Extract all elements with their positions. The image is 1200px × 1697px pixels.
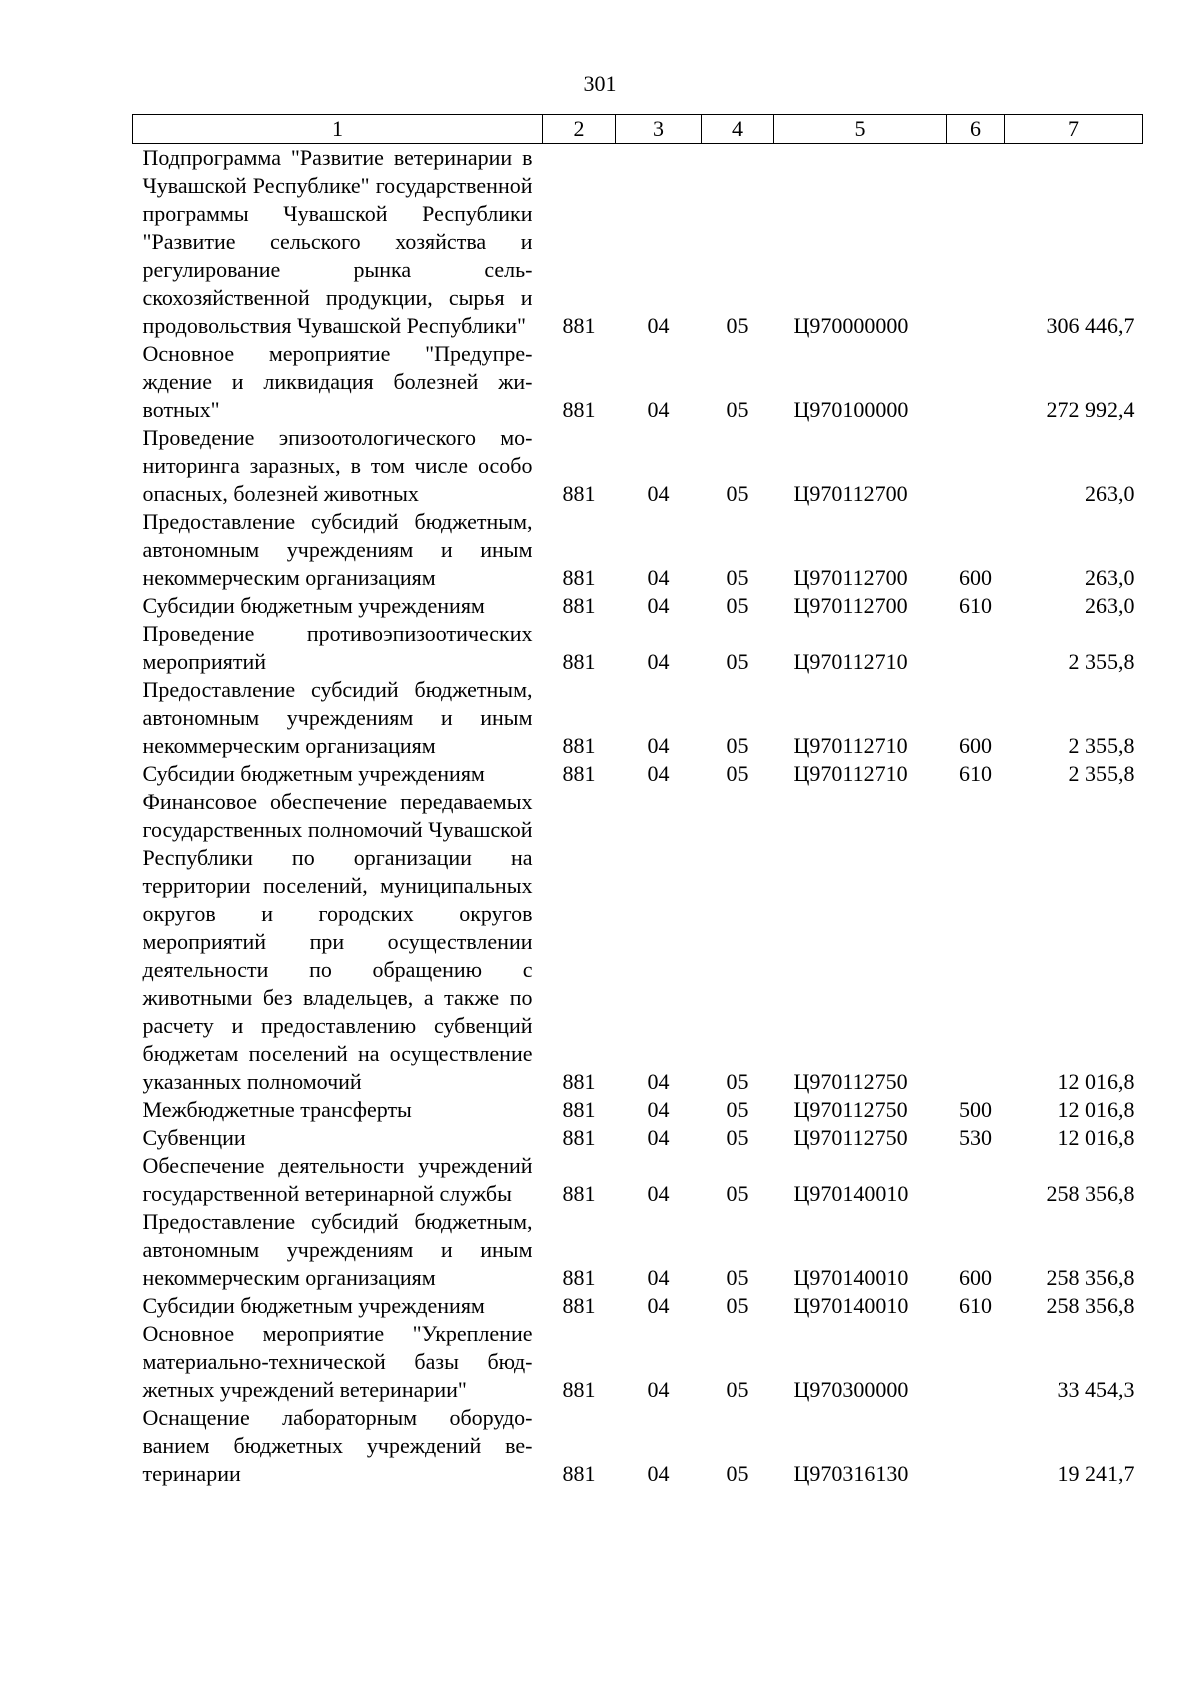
row-section-code: 04 <box>647 761 670 786</box>
header-col-7: 7 <box>1005 115 1143 144</box>
table-row <box>133 1292 1143 1320</box>
row-ministry-code: 881 <box>562 1293 596 1318</box>
row-ministry-code: 881 <box>562 1461 596 1486</box>
row-subsection-code: 05 <box>726 1069 749 1094</box>
row-amount: 12 016,8 <box>1057 1069 1135 1094</box>
row-section-code: 04 <box>647 313 670 338</box>
row-target-article: Ц970140010 <box>793 1293 909 1318</box>
row-name: Проведение эпизоотологического мониторинга заразных, в том числе особо опасных, болезней животных <box>142 425 533 506</box>
row-name: Субсидии бюджетным учреждениям <box>142 1293 485 1318</box>
row-name: Проведение противоэпизоотических мероприятий <box>142 621 533 674</box>
row-section-code: 04 <box>647 1377 670 1402</box>
row-expense-type: 500 <box>959 1097 992 1122</box>
row-section-code: 04 <box>647 1293 670 1318</box>
row-expense-type: 530 <box>959 1125 992 1150</box>
row-section-code: 04 <box>647 733 670 758</box>
table-row <box>133 788 1143 1096</box>
row-subsection-code: 05 <box>726 1461 749 1486</box>
row-amount: 2 355,8 <box>1068 649 1135 674</box>
row-target-article: Ц970112750 <box>793 1069 908 1094</box>
row-subsection-code: 05 <box>726 1181 749 1206</box>
row-subsection-code: 05 <box>726 565 749 590</box>
row-expense-type <box>947 788 1005 1096</box>
row-name: Предоставление субсидий бюджетным, автономным учреждениям и иным некоммерческим организациям <box>142 677 533 758</box>
table-row <box>133 1124 1143 1152</box>
row-ministry-code: 881 <box>562 1265 596 1290</box>
row-ministry-code: 881 <box>562 649 596 674</box>
row-amount: 258 356,8 <box>1046 1181 1135 1206</box>
row-section-code: 04 <box>647 481 670 506</box>
row-target-article: Ц970300000 <box>793 1377 909 1402</box>
row-expense-type <box>947 1152 1005 1208</box>
row-expense-type: 600 <box>959 1265 992 1290</box>
row-section-code: 04 <box>647 1097 670 1122</box>
row-expense-type: 610 <box>959 761 992 786</box>
row-amount: 263,0 <box>1085 481 1135 506</box>
row-target-article: Ц970100000 <box>793 397 909 422</box>
row-section-code: 04 <box>647 649 670 674</box>
row-expense-type <box>947 620 1005 676</box>
row-name: Оснащение лабораторным оборудованием бюджетных учреждений ветеринарии <box>142 1405 533 1486</box>
row-name: Основное мероприятие "Предупреждение и ликвидация болезней животных" <box>142 341 533 422</box>
row-subsection-code: 05 <box>726 593 749 618</box>
row-expense-type: 600 <box>959 565 992 590</box>
row-amount: 2 355,8 <box>1068 733 1135 758</box>
table-row <box>133 144 1143 341</box>
row-amount: 272 992,4 <box>1046 397 1135 422</box>
table-row <box>133 508 1143 592</box>
row-subsection-code: 05 <box>726 649 749 674</box>
row-name: Финансовое обеспечение передаваемых государственных полномочий Чувашской Республики по организации на территории поселений, муниципальных округов и городских округов мероприятий при осуществлении деятельности по обращению с животными без владельцев, а также по расчету и предоставлению субвенций бюджетам поселений на осуществление указанных полномочий <box>142 789 533 1094</box>
row-target-article: Ц970140010 <box>793 1181 909 1206</box>
row-name: Субвенции <box>142 1125 246 1150</box>
row-subsection-code: 05 <box>726 1097 749 1122</box>
row-amount: 258 356,8 <box>1046 1293 1135 1318</box>
table-row <box>133 676 1143 760</box>
row-target-article: Ц970112750 <box>793 1125 908 1150</box>
row-subsection-code: 05 <box>726 313 749 338</box>
row-ministry-code: 881 <box>562 593 596 618</box>
header-col-3: 3 <box>616 115 702 144</box>
row-expense-type: 610 <box>959 593 992 618</box>
table-body <box>133 144 1143 1489</box>
row-subsection-code: 05 <box>726 1377 749 1402</box>
row-subsection-code: 05 <box>726 733 749 758</box>
table-row <box>133 1208 1143 1292</box>
row-section-code: 04 <box>647 1461 670 1486</box>
header-col-6: 6 <box>947 115 1005 144</box>
row-expense-type <box>947 144 1005 341</box>
row-name: Подпрограмма "Развитие ветеринарии в Чувашской Республике" государственной программы Чувашской Республики "Развитие сельского хозяйства и регулирование рынка сельскохозяйственной продукции, сырья и продовольствия Чувашской Республики" <box>142 145 533 338</box>
table-row <box>133 340 1143 424</box>
row-target-article: Ц970112700 <box>793 481 908 506</box>
row-ministry-code: 881 <box>562 1377 596 1402</box>
row-section-code: 04 <box>647 1069 670 1094</box>
row-ministry-code: 881 <box>562 1097 596 1122</box>
table-row <box>133 1096 1143 1124</box>
row-expense-type <box>947 340 1005 424</box>
row-amount: 33 454,3 <box>1057 1377 1135 1402</box>
header-row <box>133 115 1143 144</box>
row-section-code: 04 <box>647 593 670 618</box>
table-row <box>133 1320 1143 1404</box>
row-ministry-code: 881 <box>562 397 596 422</box>
table-row <box>133 1152 1143 1208</box>
row-ministry-code: 881 <box>562 733 596 758</box>
row-name: Обеспечение деятельности учреждений государственной ветеринарной службы <box>142 1153 533 1206</box>
row-amount: 19 241,7 <box>1057 1461 1135 1486</box>
row-name: Основное мероприятие "Укрепление материально-технической базы бюджетных учреждений ветеринарии" <box>142 1321 533 1402</box>
row-target-article: Ц970000000 <box>793 313 909 338</box>
table-row <box>133 760 1143 788</box>
row-ministry-code: 881 <box>562 313 596 338</box>
row-amount: 263,0 <box>1085 565 1135 590</box>
row-expense-type <box>947 1320 1005 1404</box>
table-row <box>133 1404 1143 1488</box>
row-section-code: 04 <box>647 565 670 590</box>
row-subsection-code: 05 <box>726 761 749 786</box>
row-target-article: Ц970140010 <box>793 1265 909 1290</box>
row-ministry-code: 881 <box>562 1181 596 1206</box>
row-name: Предоставление субсидий бюджетным, автономным учреждениям и иным некоммерческим организациям <box>142 1209 533 1290</box>
row-ministry-code: 881 <box>562 1069 596 1094</box>
row-ministry-code: 881 <box>562 1125 596 1150</box>
row-target-article: Ц970112700 <box>793 593 908 618</box>
header-col-2: 2 <box>543 115 616 144</box>
row-expense-type: 610 <box>959 1293 992 1318</box>
row-target-article: Ц970112710 <box>793 761 908 786</box>
row-ministry-code: 881 <box>562 761 596 786</box>
row-subsection-code: 05 <box>726 481 749 506</box>
budget-table <box>132 114 1143 1488</box>
header-col-5: 5 <box>774 115 947 144</box>
row-target-article: Ц970112700 <box>793 565 908 590</box>
row-amount: 258 356,8 <box>1046 1265 1135 1290</box>
row-amount: 12 016,8 <box>1057 1125 1135 1150</box>
row-section-code: 04 <box>647 1125 670 1150</box>
row-amount: 263,0 <box>1085 593 1135 618</box>
table-row <box>133 592 1143 620</box>
row-expense-type: 600 <box>959 733 992 758</box>
row-amount: 12 016,8 <box>1057 1097 1135 1122</box>
row-subsection-code: 05 <box>726 1125 749 1150</box>
row-section-code: 04 <box>647 1181 670 1206</box>
row-target-article: Ц970112710 <box>793 733 908 758</box>
row-expense-type <box>947 424 1005 508</box>
header-col-1: 1 <box>133 115 543 144</box>
row-amount: 2 355,8 <box>1068 761 1135 786</box>
table-row <box>133 424 1143 508</box>
row-target-article: Ц970316130 <box>793 1461 909 1486</box>
row-name: Предоставление субсидий бюджетным, автономным учреждениям и иным некоммерческим организациям <box>142 509 533 590</box>
row-name: Субсидии бюджетным учреждениям <box>142 593 485 618</box>
row-target-article: Ц970112710 <box>793 649 908 674</box>
row-ministry-code: 881 <box>562 565 596 590</box>
page-number: 301 <box>583 71 617 96</box>
row-ministry-code: 881 <box>562 481 596 506</box>
table-header <box>133 115 1143 144</box>
row-subsection-code: 05 <box>726 1293 749 1318</box>
row-target-article: Ц970112750 <box>793 1097 908 1122</box>
row-expense-type <box>947 1404 1005 1488</box>
row-name: Субсидии бюджетным учреждениям <box>142 761 485 786</box>
table-row <box>133 620 1143 676</box>
row-section-code: 04 <box>647 397 670 422</box>
header-col-4: 4 <box>702 115 774 144</box>
row-subsection-code: 05 <box>726 1265 749 1290</box>
row-subsection-code: 05 <box>726 397 749 422</box>
row-section-code: 04 <box>647 1265 670 1290</box>
row-name: Межбюджетные трансферты <box>142 1097 412 1122</box>
row-amount: 306 446,7 <box>1046 313 1135 338</box>
